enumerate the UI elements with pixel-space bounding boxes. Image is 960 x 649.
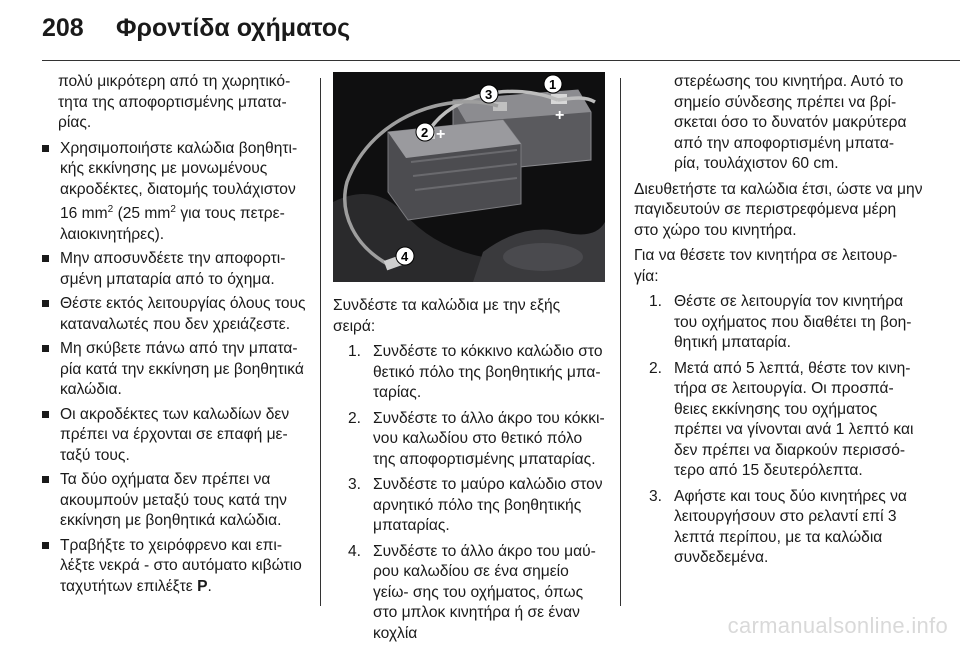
bullet-text: Οι ακροδέκτες των καλωδίων δεν πρέπει να έρχονται σε επαφή με- ταξύ τους. xyxy=(60,405,290,464)
paragraph: Διευθετήστε τα καλώδια έτσι, ώστε να μην παγιδευτούν σε περιστρεφόμενα μέρη στο χώρο του κινητήρα. xyxy=(634,180,923,239)
list-item: 3. Αφήστε και τους δύο κινητήρες να λειτουργήσουν στο ρελαντί επί 3 λεπτά περίπου, με τα καλώδια συνδεδεμένα. xyxy=(649,487,907,566)
bullet-square-icon xyxy=(42,145,49,152)
bullet-item xyxy=(42,470,310,532)
callout-3 xyxy=(480,85,498,103)
bullet-text: Μην αποσυνδέετε την αποφορτι- σμένη μπαταρία από το όχημα. xyxy=(60,250,286,288)
bullet-item xyxy=(42,405,310,467)
bullet-text: Μη σκύβετε πάνω από την μπατα- ρία κατά την εκκίνηση με βοηθητικά καλώδια. xyxy=(60,340,304,399)
chapter-title: Φροντίδα οχήματος xyxy=(116,14,351,42)
svg-text:+: + xyxy=(555,107,565,124)
bullet-text: Τραβήξτε το χειρόφρενο και επι- λέξτε νεκρά - στο αυτόματο κιβώτιο ταχυτήτων επιλέξτε P. xyxy=(60,536,302,595)
intro-paragraph: πολύ μικρότερη από τη χωρητικό- τητα της αποφορτισμένης μπατα- ρίας. xyxy=(58,73,291,131)
header-divider xyxy=(42,60,960,61)
jump-start-illustration xyxy=(333,72,605,282)
callout-1 xyxy=(544,75,562,93)
column-2 xyxy=(333,296,605,649)
bullet-item xyxy=(42,249,310,290)
continuation-paragraph: στερέωσης του κινητήρα. Αυτό το σημείο σύνδεσης πρέπει να βρί- σκεται όσο το δυνατόν μακρύτερα από την αποφορτισμένη μπατα- ρία, τουλάχιστον 60 cm. xyxy=(674,73,907,172)
bullet-square-icon xyxy=(42,476,49,483)
callout-2 xyxy=(416,123,434,141)
svg-text:4: 4 xyxy=(401,249,409,264)
steps-intro: Συνδέστε τα καλώδια με την εξής σειρά: xyxy=(333,297,561,335)
bullet-text: Τα δύο οχήματα δεν πρέπει να ακουμπούν μεταξύ τους κατά την εκκίνηση με βοηθητικά καλώδια. xyxy=(60,471,287,530)
watermark: carmanualsonline.info xyxy=(727,613,948,638)
page-number: 208 xyxy=(42,14,84,42)
list-item: 3. Συνδέστε το μαύρο καλώδιο στον αρνητικό πόλο της βοηθητικής μπαταρίας. xyxy=(348,476,603,534)
bullet-item xyxy=(42,294,310,335)
bullet-text: Θέστε εκτός λειτουργίας όλους τους καταναλωτές που δεν χρειάζεστε. xyxy=(60,295,306,333)
bullet-item xyxy=(42,536,310,598)
column-1 xyxy=(42,72,310,601)
list-item: 2. Μετά από 5 λεπτά, θέστε τον κινη- τήρα σε λειτουργία. Οι προσπά- θειες εκκίνησης του οχήματος πρέπει να γίνονται ανά 1 λεπτό και δεν πρέπει να διαρκούν περισσό- τερο από 15 δευτερόλεπτα. xyxy=(649,359,914,479)
svg-text:2: 2 xyxy=(421,125,429,140)
page-header xyxy=(0,0,960,62)
bullet-square-icon xyxy=(42,542,49,549)
bullet-item xyxy=(42,339,310,401)
bullet-item xyxy=(42,139,310,246)
bullet-text-tail: 16 $mm^2$ (25 $mm^2$ για τους πετρε- λαιοκινητήρες). xyxy=(60,204,285,243)
list-item: 2. Συνδέστε το άλλο άκρο του κόκκι- νου καλωδίου στο θετικό πόλο της αποφορτισμένης μπαταρίας. xyxy=(348,409,605,468)
column-divider-left xyxy=(320,78,321,606)
paragraph: Για να θέσετε τον κινητήρα σε λειτουρ- γία: xyxy=(634,247,898,285)
bullet-square-icon xyxy=(42,411,49,418)
column-3 xyxy=(634,72,924,574)
bullet-text: Χρησιμοποιήστε καλώδια βοηθητι- κής εκκίνησης με μονωμένους ακροδέκτες, διατομής τουλάχιστον xyxy=(60,139,298,198)
svg-text:1: 1 xyxy=(549,77,557,92)
svg-text:3: 3 xyxy=(485,87,493,102)
svg-text:+: + xyxy=(436,126,446,143)
list-item: 4. Συνδέστε το άλλο άκρο του μαύ- ρου καλωδίου σε ένα σημείο γείω- σης του οχήματος, όπως στο μπλοκ κινητήρα ή σε έναν κοχλία xyxy=(348,542,596,642)
bullet-square-icon xyxy=(42,345,49,352)
callout-4 xyxy=(396,247,414,265)
list-item: 1. Θέστε σε λειτουργία τον κινητήρα του οχήματος που διαθέτει τη βοη- θητική μπαταρία. xyxy=(649,293,912,351)
list-item: 1. Συνδέστε το κόκκινο καλώδιο στο θετικό πόλο της βοηθητικής μπα- ταρίας. xyxy=(348,343,603,401)
column-divider-right xyxy=(620,78,621,606)
bullet-square-icon xyxy=(42,300,49,307)
bullet-square-icon xyxy=(42,255,49,262)
